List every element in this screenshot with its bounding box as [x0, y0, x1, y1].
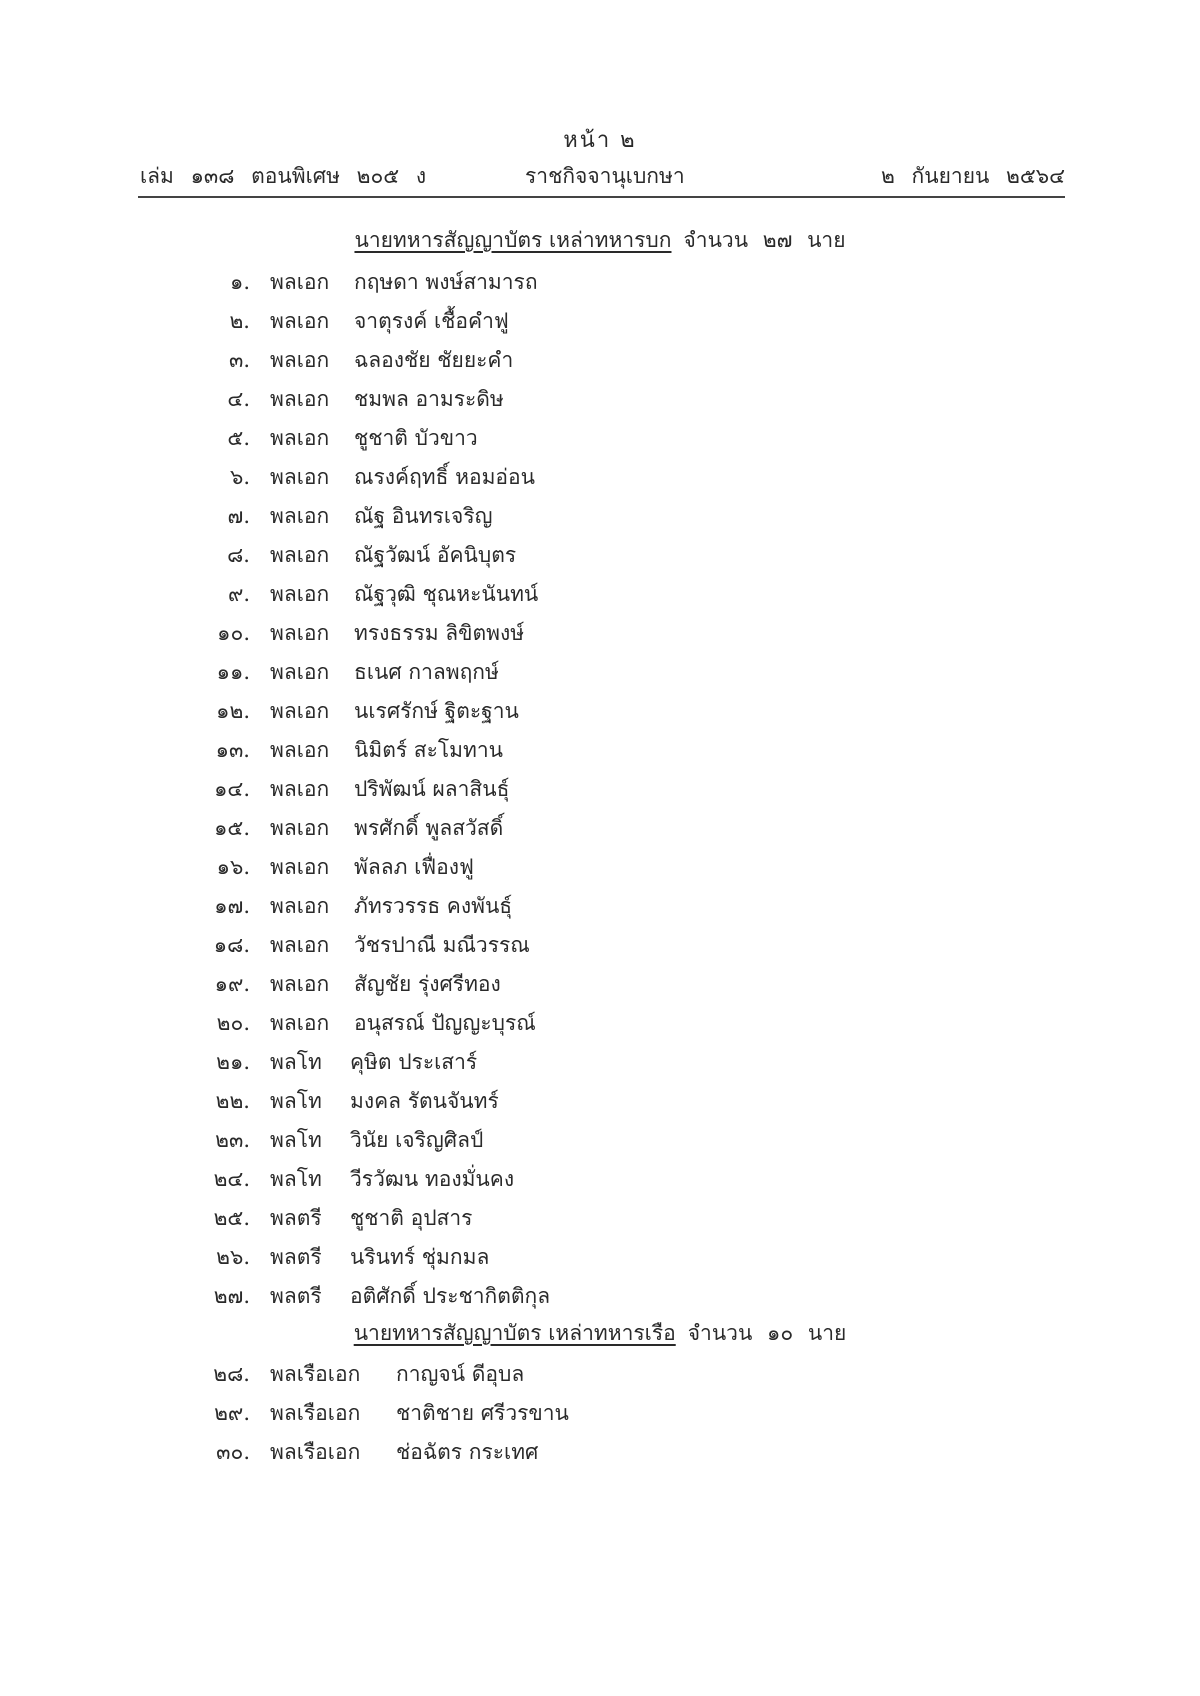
item-number: ๑๖.: [216, 855, 250, 879]
item-rank: พลเอก: [270, 894, 330, 918]
list-item: [0, 422, 1200, 458]
list-item: [0, 968, 1200, 1004]
item-rank: พลโท: [270, 1167, 322, 1191]
list-item: [0, 344, 1200, 380]
item-number: ๑๑.: [216, 660, 250, 684]
item-number: ๓.: [228, 348, 250, 372]
item-name: ณัฐวุฒิ ชุณหะนันทน์: [354, 582, 539, 606]
section-heading-army: [0, 224, 1200, 257]
list-item: [0, 1280, 1200, 1316]
list-item: [0, 1007, 1200, 1043]
list-item: [0, 1202, 1200, 1238]
item-rank: พลเอก: [270, 855, 330, 879]
section-count: จำนวน ๒๗ นาย: [683, 228, 846, 252]
item-number: ๒๑.: [216, 1050, 250, 1074]
item-rank: พลเอก: [270, 621, 330, 645]
list-item: [0, 851, 1200, 887]
list-item: [0, 1124, 1200, 1160]
list-item: [0, 578, 1200, 614]
item-name: ช่อฉัตร กระเทศ: [396, 1440, 539, 1464]
list-item: [0, 500, 1200, 536]
list-item: [0, 1046, 1200, 1082]
item-rank: พลเอก: [270, 387, 330, 411]
list-item: [0, 1358, 1200, 1394]
item-number: ๑๕.: [214, 816, 250, 840]
item-name: นิมิตร์ สะโมทาน: [354, 738, 503, 762]
item-number: ๑.: [229, 270, 250, 294]
item-number: ๒๙.: [214, 1401, 250, 1425]
item-rank: พลเอก: [270, 972, 330, 996]
item-name: ภัทรวรรธ คงพันธุ์: [354, 894, 513, 918]
publication-title: ราชกิจจานุเบกษา: [525, 164, 685, 188]
item-name: ทรงธรรม ลิขิตพงษ์: [354, 621, 525, 645]
volume-info: เล่ม ๑๓๘ ตอนพิเศษ ๒๐๕ ง: [140, 164, 427, 188]
item-rank: พลเอก: [270, 504, 330, 528]
list-item: [0, 695, 1200, 731]
item-rank: พลเอก: [270, 348, 330, 372]
list-item: [0, 1085, 1200, 1121]
item-name: ณัฐวัฒน์ อัคนิบุตร: [354, 543, 517, 567]
list-item: [0, 266, 1200, 302]
item-number: ๑๔.: [214, 777, 250, 801]
item-number: ๒๓.: [215, 1128, 250, 1152]
item-name: พรศักดิ์ พูลสวัสดิ์: [354, 816, 504, 840]
item-rank: พลเรือเอก: [270, 1401, 361, 1425]
section-heading-navy: [0, 1317, 1200, 1350]
item-rank: พลเอก: [270, 1011, 330, 1035]
item-number: ๒๒.: [215, 1089, 250, 1113]
item-rank: พลตรี: [270, 1206, 322, 1230]
item-rank: พลเอก: [270, 426, 330, 450]
item-rank: พลเอก: [270, 777, 330, 801]
item-name: ชาติชาย ศรีวรขาน: [396, 1401, 569, 1425]
item-name: อติศักดิ์ ประชากิตติกุล: [350, 1284, 551, 1308]
item-name: ฉลองชัย ชัยยะคำ: [354, 348, 514, 372]
list-item: [0, 1397, 1200, 1433]
item-name: มงคล รัตนจันทร์: [350, 1089, 499, 1113]
list-item: [0, 890, 1200, 926]
item-rank: พลเอก: [270, 270, 330, 294]
list-item: [0, 812, 1200, 848]
section-title: นายทหารสัญญาบัตร เหล่าทหารเรือ: [353, 1321, 676, 1345]
item-rank: พลเรือเอก: [270, 1362, 361, 1386]
item-name: ปริพัฒน์ ผลาสินธุ์: [354, 777, 510, 801]
item-rank: พลเอก: [270, 543, 330, 567]
item-rank: พลตรี: [270, 1284, 322, 1308]
item-number: ๑๐.: [217, 621, 250, 645]
item-number: ๔.: [227, 387, 250, 411]
item-number: ๒๘.: [213, 1362, 250, 1386]
item-number: ๓๐.: [216, 1440, 250, 1464]
list-item: [0, 1241, 1200, 1277]
item-number: ๖.: [229, 465, 250, 489]
item-number: ๒๖.: [216, 1245, 250, 1269]
item-number: ๑๗.: [214, 894, 250, 918]
list-item: [0, 1163, 1200, 1199]
item-number: ๑๘.: [213, 933, 250, 957]
item-name: ชมพล อามระดิษ: [354, 387, 504, 411]
item-rank: พลเอก: [270, 738, 330, 762]
item-number: ๒๗.: [213, 1284, 250, 1308]
item-name: กาญจน์ ดีอุบล: [396, 1362, 525, 1386]
item-name: วัชรปาณี มณีวรรณ: [354, 933, 530, 957]
item-name: นเรศรักษ์ ฐิตะฐาน: [354, 699, 519, 723]
list-item: [0, 617, 1200, 653]
item-number: ๑๒.: [216, 699, 250, 723]
item-name: ณัฐ อินทรเจริญ: [354, 504, 493, 528]
item-number: ๒๕.: [213, 1206, 250, 1230]
item-name: อนุสรณ์ ปัญญะบุรณ์: [354, 1011, 536, 1035]
item-name: นรินทร์ ชุ่มกมล: [350, 1245, 490, 1269]
item-number: ๑๙.: [214, 972, 250, 996]
item-rank: พลเอก: [270, 465, 330, 489]
list-item: [0, 734, 1200, 770]
item-number: ๒.: [229, 309, 250, 333]
item-name: พัลลภ เฟื่องฟู: [354, 855, 474, 879]
item-name: วีรวัฒน ทองมั่นคง: [350, 1167, 515, 1191]
item-rank: พลเอก: [270, 309, 330, 333]
gazette-header: [140, 160, 1065, 192]
list-item: [0, 539, 1200, 575]
item-rank: พลเอก: [270, 699, 330, 723]
item-rank: พลเอก: [270, 816, 330, 840]
publication-date: ๒ กันยายน ๒๕๖๔: [881, 164, 1065, 188]
section-title: นายทหารสัญญาบัตร เหล่าทหารบก: [354, 228, 672, 252]
list-item: [0, 773, 1200, 809]
list-item: [0, 305, 1200, 341]
list-item: [0, 383, 1200, 419]
item-number: ๕.: [227, 426, 250, 450]
item-name: ธเนศ กาลพฤกษ์: [354, 660, 499, 684]
list-item: [0, 656, 1200, 692]
item-rank: พลตรี: [270, 1245, 322, 1269]
page-number: หน้า ๒: [563, 128, 637, 153]
item-rank: พลเรือเอก: [270, 1440, 361, 1464]
item-name: กฤษดา พงษ์สามารถ: [354, 270, 538, 294]
item-name: จาตุรงค์ เชื้อคำฟู: [354, 309, 509, 333]
list-item: [0, 1436, 1200, 1472]
item-rank: พลโท: [270, 1050, 322, 1074]
item-number: ๘.: [227, 543, 250, 567]
item-number: ๑๓.: [215, 738, 250, 762]
item-number: ๗.: [227, 504, 250, 528]
item-rank: พลเอก: [270, 582, 330, 606]
item-number: ๙.: [227, 582, 250, 606]
header-divider: [138, 196, 1065, 198]
item-name: คุษิต ประเสาร์: [350, 1050, 478, 1074]
item-number: ๒๐.: [216, 1011, 250, 1035]
item-rank: พลเอก: [270, 933, 330, 957]
section-count: จำนวน ๑๐ นาย: [687, 1321, 847, 1345]
list-item: [0, 461, 1200, 497]
item-rank: พลโท: [270, 1128, 322, 1152]
item-rank: พลเอก: [270, 660, 330, 684]
item-rank: พลโท: [270, 1089, 322, 1113]
item-number: ๒๔.: [213, 1167, 250, 1191]
item-name: วินัย เจริญศิลป์: [350, 1128, 484, 1152]
item-name: ชูชาติ บัวขาว: [354, 426, 478, 450]
item-name: ชูชาติ อุปสาร: [350, 1206, 473, 1230]
list-item: [0, 929, 1200, 965]
item-name: ณรงค์ฤทธิ์ หอมอ่อน: [354, 465, 535, 489]
item-name: สัญชัย รุ่งศรีทอง: [354, 972, 501, 996]
